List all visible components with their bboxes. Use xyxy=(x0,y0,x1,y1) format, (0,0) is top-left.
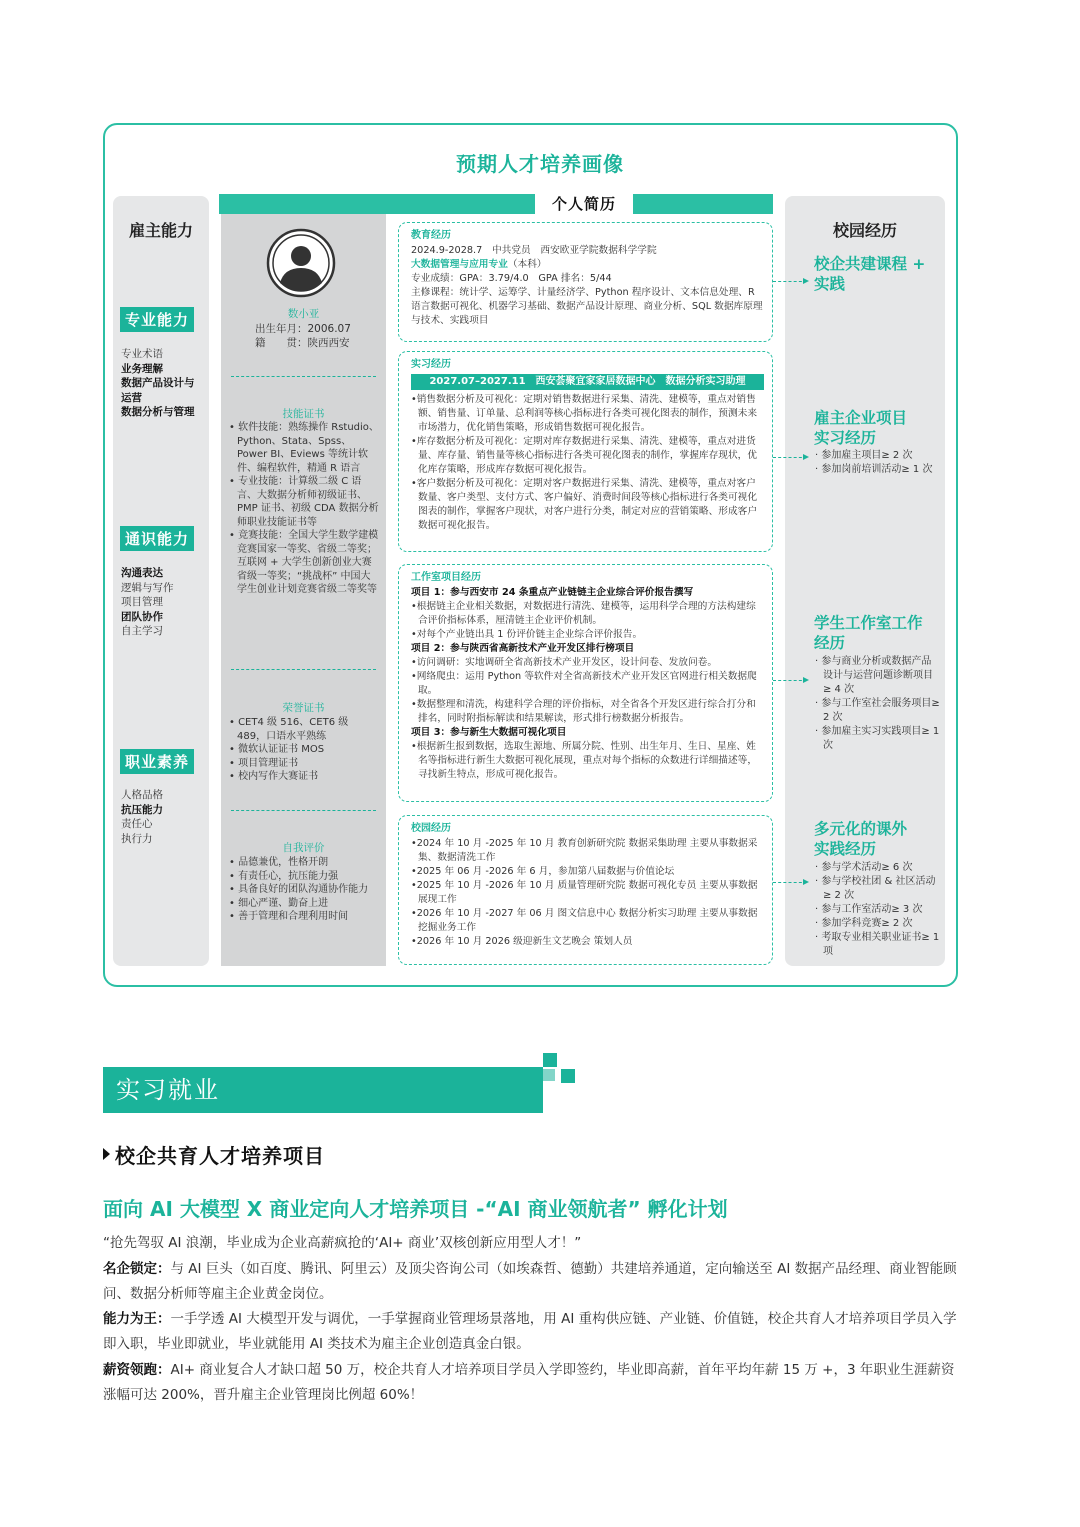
tag-professionalism: 职业素养 xyxy=(120,749,194,774)
section-banner: 实习就业 xyxy=(103,1067,543,1113)
profile-origin: 籍 贯：陕西西安 xyxy=(255,337,350,349)
list-item: • 善于管理和合理利用时间 xyxy=(229,911,349,922)
list-item: 责任心 xyxy=(121,818,153,830)
list-item: 业务理解 xyxy=(121,362,163,375)
campus-block-head: 雇主企业项目 实习经历 xyxy=(814,409,908,447)
list-item: •2024 年 10 月 -2025 年 10 月 教育创新研究院 数据采集助理 主要从事数据采集、数据清洗工作 xyxy=(411,838,758,863)
program-paragraph xyxy=(103,1358,965,1408)
professionalism-list xyxy=(121,788,163,846)
paragraph-text: 一手学透 AI 大模型开发与调优，一手掌握商业管理场景落地，用 AI 重构供应链、产业链、价值链，校企共育人才培养项目学员入学即入职，毕业即就业，毕业就能用 AI 类技术为雇主企业创造真金白银。 xyxy=(103,1311,957,1352)
skills-title: 技能证书 xyxy=(282,408,325,420)
studio-box xyxy=(398,564,773,802)
list-item: • 具备良好的团队沟通协作能力 xyxy=(229,884,369,895)
paragraph-label: 能力为王： xyxy=(103,1311,171,1327)
list-item: 人格品格 xyxy=(121,789,163,801)
list-item: •客户数据分析及可视化：定期对客户数据进行采集、清洗、建模等，重点对客户数量、客户类型、支付方式、客户偏好、消费时间段等核心指标进行各类可视化图表的制作，掌握客户现状，对客户进行分类，制定对应的营销策略、形成客户数据可视化报告。 xyxy=(411,478,758,531)
arrow-icon xyxy=(773,457,807,458)
list-item: · 参加学科竞赛≥ 2 次 xyxy=(815,918,913,929)
profile-birth: 出生年月：2006.07 xyxy=(255,323,351,335)
list-item: • 校内写作大赛证书 xyxy=(229,771,319,782)
project-title: 项目 2：参与陕西省高新技术产业开发区排行榜项目 xyxy=(411,643,635,654)
honors-title: 荣誉证书 xyxy=(282,702,325,714)
program-paragraph xyxy=(103,1257,965,1307)
list-item: • 有责任心，抗压能力强 xyxy=(229,870,339,882)
section-subtitle-row xyxy=(103,1140,325,1169)
tag-general: 通识能力 xyxy=(120,526,194,551)
employer-ability-title: 雇主能力 xyxy=(128,221,193,240)
education-line: 专业成绩：GPA：3.79/4.0 GPA 排名：5/44 xyxy=(411,273,612,284)
list-item: 专业术语 xyxy=(121,348,163,360)
list-item: · 考取专业相关职业证书≥ 1 项 xyxy=(815,932,940,957)
list-item: · 参加雇主项目≥ 2 次 xyxy=(815,450,913,461)
list-item: •2026 年 10 月 -2027 年 06 月 图文信息中心 数据分析实习助理 主要从事数据挖掘业务工作 xyxy=(411,908,758,933)
list-item: · 参与工作室活动≥ 3 次 xyxy=(815,904,923,915)
divider xyxy=(231,669,376,670)
education-line: 2024.9-2028.7 中共党员 西安欧亚学院数据科学学院 xyxy=(411,245,657,256)
list-item: · 参与工作室社会服务项目≥ 2 次 xyxy=(815,698,940,723)
list-item: •网络爬虫：运用 Python 等软件对全省高新技术产业开发区官网进行相关数据爬取。 xyxy=(411,671,757,696)
self-eval-list xyxy=(229,856,379,924)
program-quote: “抢先驾驭 AI 浪潮，毕业成为企业高薪疯抢的‘AI+ 商业’双核创新应用型人才！” xyxy=(103,1235,582,1251)
card-title: 预期人才培养画像 xyxy=(456,152,624,176)
campus-experience-title: 校园经历 xyxy=(832,221,897,240)
general-skills-list xyxy=(121,566,174,639)
decor-square xyxy=(543,1069,555,1081)
education-line: 主修课程：统计学、运筹学、计量经济学、Python 程序设计、文本信息处理、R 语言数据可视化、机器学习基础、数据产品设计原理、商业分析、SQL 数据库原理与技术、实践项目 xyxy=(411,287,763,326)
education-degree: （本科） xyxy=(507,259,547,270)
paragraph-label: 薪资领跑： xyxy=(103,1362,171,1378)
list-item: • 微软认证证书 MOS xyxy=(229,744,325,755)
list-item: · 参加雇主实习实践项目≥ 1 次 xyxy=(815,726,940,751)
honors-list xyxy=(229,716,379,784)
tag-professional: 专业能力 xyxy=(120,307,194,332)
list-item: • 品德兼优，性格开朗 xyxy=(229,857,329,868)
list-item: •2025 年 06 月 -2026 年 6 月，参加第八届数据与价值论坛 xyxy=(411,866,675,877)
program-headline: 面向 AI 大模型 X 商业定向人才培养项目 -“AI 商业领航者” 孵化计划 xyxy=(103,1197,728,1221)
list-item: 数据分析与管理 xyxy=(121,406,195,418)
list-item: •对每个产业链出具 1 份评价链主企业综合评价报告。 xyxy=(411,629,643,640)
section-subtitle: 校企共育人才培养项目 xyxy=(115,1144,325,1168)
list-item: · 参加岗前培训活动≥ 1 次 xyxy=(815,464,933,475)
campus-block-head: 校企共建课程 + 实践 xyxy=(814,255,926,293)
campus-block-head: 多元化的课外 实践经历 xyxy=(814,820,908,858)
arrow-icon xyxy=(773,882,807,883)
triangle-bullet-icon xyxy=(103,1148,110,1160)
program-paragraph xyxy=(103,1307,965,1357)
list-item: 数据产品设计与 xyxy=(121,377,195,389)
list-item: •数据整理和清洗，构建科学合理的评价指标，对全省各个开发区进行综合打分和排名，同时附指标解读和结果解读，形式排行榜数据分析报告。 xyxy=(411,699,756,724)
list-item: • 细心严谨、勤奋上进 xyxy=(229,897,329,909)
list-item: • 软件技能：熟练操作 Rstudio、Python、Stata、Spss、Power BI、Eviews 等统计软件、编程软件，精通 R 语言 xyxy=(229,422,379,474)
list-item: · 参与商业分析或数据产品设计与运营问题诊断项目≥ 4 次 xyxy=(815,656,933,695)
profile-column xyxy=(221,214,386,966)
divider xyxy=(231,810,376,811)
campus-block-head: 学生工作室工作 经历 xyxy=(814,614,923,652)
resume-label: 个人简历 xyxy=(535,191,633,217)
list-item: 抗压能力 xyxy=(121,803,163,816)
self-eval-title: 自我评价 xyxy=(282,842,325,854)
arrow-icon xyxy=(773,680,807,681)
list-item: • 竞赛技能：全国大学生数学建模竞赛国家一等奖、省级二等奖；互联网 + 大学生创新创业大赛省级一等奖；“挑战杯” 中国大学生创业计划竞赛省级二等奖等 xyxy=(229,530,379,595)
list-item: • 项目管理证书 xyxy=(229,757,299,769)
arrow-icon xyxy=(773,281,807,282)
list-item: 运营 xyxy=(121,391,142,404)
list-item: •2025 年 10 月 -2026 年 10 月 质量管理研究院 数据可视化专员 主要从事数据展现工作 xyxy=(411,880,758,905)
internship-title: 实习经历 xyxy=(411,359,451,370)
internship-strip: 2027.07–2027.11 西安荟聚宜家家居数据中心 数据分析实习助理 xyxy=(411,374,764,390)
profile-info xyxy=(255,322,351,350)
list-item: 项目管理 xyxy=(121,596,163,608)
list-item: •库存数据分析及可视化：定期对库存数据进行采集、清洗、建模等，重点对进货量、库存量、销售量等核心指标进行各类可视化图表的制作，掌握库存现状，优化库存策略，形成库存数据可视化报告。 xyxy=(411,436,758,475)
education-title: 教育经历 xyxy=(411,230,451,241)
professional-skills-list xyxy=(121,347,195,420)
list-item: •销售数据分析及可视化：定期对销售数据进行采集、清洗、建模等，重点对销售额、销售量、订单量、总利润等核心指标进行各类可视化图表的制作，预测未来市场潜力，优化销售策略，形成销售数据可视化报告。 xyxy=(411,394,758,433)
project-title: 项目 3：参与新生大数据可视化项目 xyxy=(411,727,567,738)
list-item: 团队协作 xyxy=(121,610,163,623)
resume-header-bar xyxy=(219,194,773,214)
list-item: 逻辑与写作 xyxy=(121,581,174,594)
campus-block-list xyxy=(815,861,941,959)
paragraph-text: 与 AI 巨头（如百度、腾讯、阿里云）及顶尖咨询公司（如埃森哲、德勤）共建培养通道，定向输送至 AI 数据产品经理、商业智能顾问、数据分析师等雇主企业黄金岗位。 xyxy=(103,1261,957,1302)
user-avatar-icon xyxy=(266,228,336,298)
project-title: 项目 1：参与西安市 24 条重点产业链链主企业综合评价报告撰写 xyxy=(411,587,694,598)
decor-square xyxy=(561,1069,575,1083)
list-item: •访问调研：实地调研全省高新技术产业开发区，设计问卷、发放问卷。 xyxy=(411,657,718,668)
list-item: • CET4 级 516、CET6 级 489，口语水平熟练 xyxy=(229,717,349,742)
list-item: •根据链主企业相关数据，对数据进行清洗、建模等，运用科学合理的方法构建综合评价指标体系，厘清链主企业评价机制。 xyxy=(411,601,756,626)
list-item: · 参与学校社团 & 社区活动≥ 2 次 xyxy=(815,876,936,901)
paragraph-label: 名企锁定： xyxy=(103,1261,171,1277)
campus-block-list xyxy=(815,449,937,477)
list-item: • 专业技能：计算级二级 C 语言、大数据分析师初级证书、PMP 证书、初级 CDA 数据分析师职业技能证书等 xyxy=(229,476,379,528)
profile-name: 数小亚 xyxy=(287,308,320,320)
skills-list xyxy=(229,421,379,597)
list-item: 沟通表达 xyxy=(121,567,163,579)
education-box xyxy=(398,222,773,342)
list-item: 自主学习 xyxy=(121,625,163,637)
campus-title: 校园经历 xyxy=(411,823,451,834)
studio-title: 工作室项目经历 xyxy=(411,572,481,583)
list-item: 执行力 xyxy=(121,832,153,845)
campus-box xyxy=(398,815,773,965)
list-item: •2026 年 10 月 2026 级迎新生文艺晚会 策划人员 xyxy=(411,936,633,947)
campus-block-list xyxy=(815,655,941,753)
list-item: · 参与学术活动≥ 6 次 xyxy=(815,862,913,873)
decor-square xyxy=(543,1053,557,1067)
paragraph-text: AI+ 商业复合人才缺口超 50 万，校企共育人才培养项目学员入学即签约，毕业即高薪，首年平均年薪 15 万 +，3 年职业生涯薪资涨幅可达 200%，晋升雇主企业管理岗比例超 60%！ xyxy=(103,1362,955,1403)
divider xyxy=(231,376,376,377)
education-major-line xyxy=(411,258,764,272)
list-item: •根据新生报到数据，选取生源地、所属分院、性别、出生年月、生日、星座、姓名等指标进行新生大数据可视化展现，重点对每个指标的众数进行详细描述等，寻找新生特点，形成可视化报告。 xyxy=(411,741,758,780)
internship-box xyxy=(398,351,773,552)
education-major: 大数据管理与应用专业 xyxy=(411,259,508,270)
